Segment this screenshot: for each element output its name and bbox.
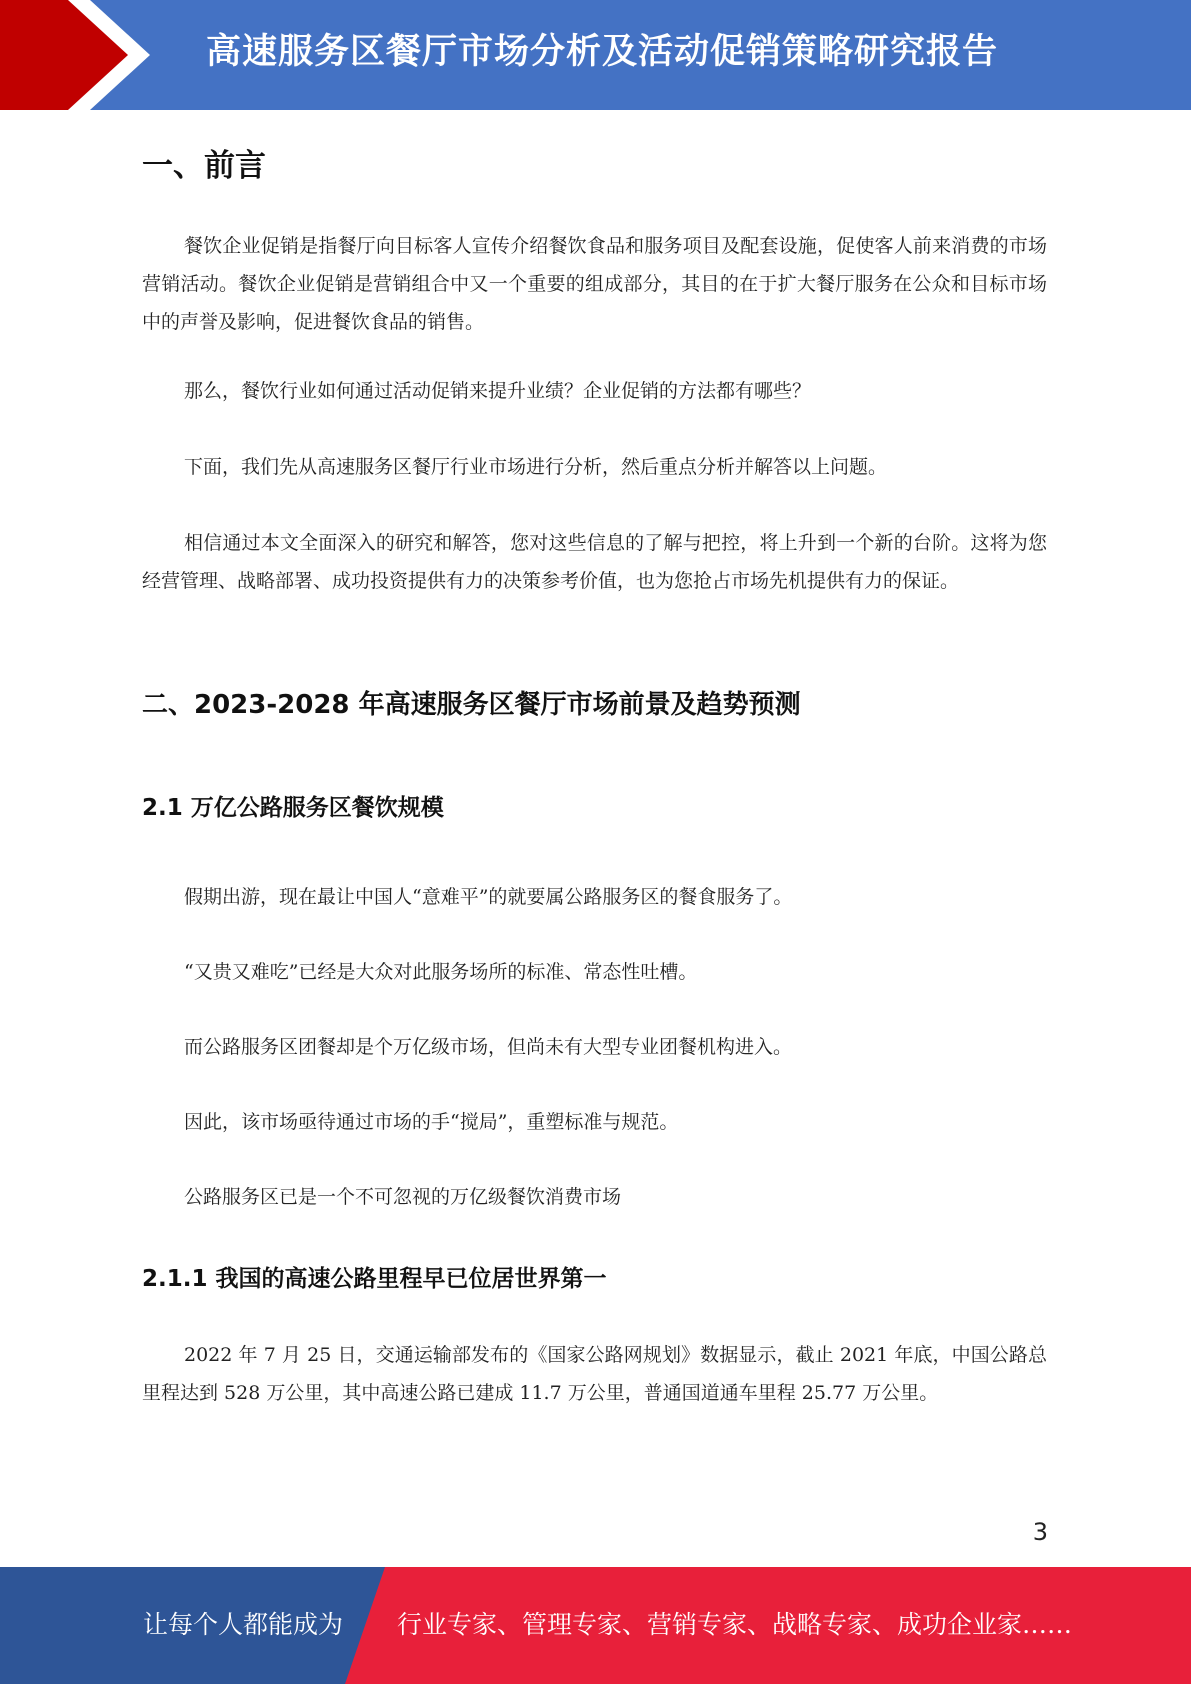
paragraph: 下面，我们先从高速服务区餐厅行业市场进行分析，然后重点分析并解答以上问题。 [184, 456, 888, 478]
paragraph: 那么，餐饮行业如何通过活动促销来提升业绩？企业促销的方法都有哪些？ [184, 380, 812, 402]
section-heading-preface: 一、前言 [142, 148, 266, 184]
report-title: 高速服务区餐厅市场分析及活动促销策略研究报告 [206, 32, 999, 72]
paragraph: 因此，该市场亟待通过市场的手“搅局”，重塑标准与规范。 [184, 1111, 679, 1133]
footer-slogan-right: 行业专家、管理专家、营销专家、战略专家、成功企业家…… [397, 1610, 1073, 1639]
subsection-heading-2-1: 2.1 万亿公路服务区餐饮规模 [142, 795, 444, 821]
page-header [0, 0, 1191, 110]
paragraph: 2022 年 7 月 25 日，交通运输部发布的《国家公路网规划》数据显示，截止 2021 年底，中国公路总里程达到 528 万公里，其中高速公路已建成 11.7 万公里，普通国道通车里程 25.77 万公里。 [142, 1344, 1047, 1404]
section-heading-forecast: 二、2023-2028 年高速服务区餐厅市场前景及趋势预测 [142, 690, 801, 720]
paragraph: 相信通过本文全面深入的研究和解答，您对这些信息的了解与把控，将上升到一个新的台阶。这将为您经营管理、战略部署、成功投资提供有力的决策参考价值，也为您抢占市场先机提供有力的保证。 [142, 532, 1047, 592]
paragraph: “又贵又难吃”已经是大众对此服务场所的标准、常态性吐槽。 [184, 961, 698, 983]
paragraph: 而公路服务区团餐却是个万亿级市场，但尚未有大型专业团餐机构进入。 [184, 1036, 793, 1058]
paragraph: 餐饮企业促销是指餐厅向目标客人宣传介绍餐饮食品和服务项目及配套设施，促使客人前来消费的市场营销活动。餐饮企业促销是营销组合中又一个重要的组成部分，其目的在于扩大餐厅服务在公众和目标市场中的声誉及影响，促进餐饮食品的销售。 [142, 235, 1047, 333]
subsection-heading-2-1-1: 2.1.1 我国的高速公路里程早已位居世界第一 [142, 1266, 607, 1292]
page-footer [0, 1567, 1191, 1684]
paragraph: 假期出游，现在最让中国人“意难平”的就要属公路服务区的餐食服务了。 [184, 886, 793, 908]
page-number: 3 [1032, 1518, 1048, 1546]
footer-slogan-left: 让每个人都能成为 [143, 1610, 344, 1639]
paragraph: 公路服务区已是一个不可忽视的万亿级餐饮消费市场 [184, 1186, 622, 1208]
